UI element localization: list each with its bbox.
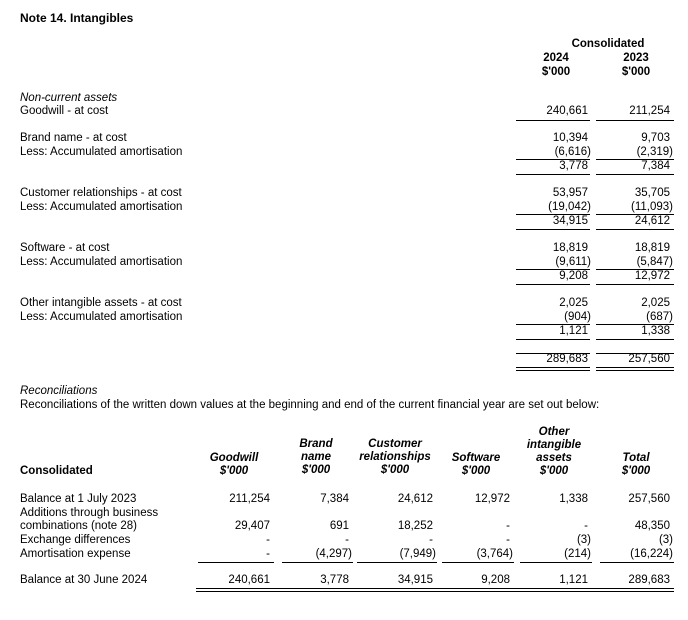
value-2024: 240,661 <box>546 105 588 117</box>
subtotal-2024: 3,778 <box>559 160 588 172</box>
reconciliation-cell: 1,121 <box>559 574 588 586</box>
divider <box>596 120 674 121</box>
reconciliation-cell: (3) <box>658 534 673 546</box>
divider <box>442 562 514 563</box>
row-label: Other intangible assets - at cost <box>20 297 182 309</box>
reconciliation-cell: 12,972 <box>474 493 510 505</box>
reconciliation-cell: 3,778 <box>320 574 349 586</box>
reconciliation-cell: 7,384 <box>320 493 349 505</box>
section-label: Non-current assets <box>20 92 118 104</box>
reconciliation-row-label: combinations (note 28) <box>20 520 137 532</box>
row-label: Brand name - at cost <box>20 132 127 144</box>
column-header-brand-name: Brand name $'000 <box>299 438 333 476</box>
divider <box>600 562 674 563</box>
divider <box>516 284 590 285</box>
reconciliation-cell: - <box>506 534 510 546</box>
value-2024: (9,611) <box>555 256 591 268</box>
divider <box>357 562 437 563</box>
reconciliation-row-label: Additions through business <box>20 507 159 519</box>
row-label: Less: Accumulated amortisation <box>20 146 183 158</box>
subtotal-2024: 1,121 <box>559 325 588 337</box>
year-2023-header: 2023 <box>623 52 649 64</box>
total-2024: 289,683 <box>546 353 588 365</box>
reconciliation-cell: 18,252 <box>397 520 433 532</box>
value-2023: (2,319) <box>636 146 673 158</box>
column-header-total: Total $'000 <box>621 452 651 477</box>
value-2023: (687) <box>646 311 673 323</box>
reconciliation-cell: 9,208 <box>481 574 510 586</box>
reconciliation-cell: (4,297) <box>315 548 352 560</box>
reconciliation-cell: (16,224) <box>630 548 673 560</box>
value-2023: 2,025 <box>641 297 670 309</box>
year-2024-header: 2024 <box>543 52 569 64</box>
subtotal-2024: 34,915 <box>552 215 588 227</box>
value-2023: (5,847) <box>636 256 673 268</box>
reconciliation-row-label: Balance at 30 June 2024 <box>20 574 148 586</box>
row-label: Customer relationships - at cost <box>20 187 182 199</box>
value-2024: 2,025 <box>559 297 588 309</box>
subtotal-2023: 1,338 <box>641 325 670 337</box>
divider <box>196 588 674 589</box>
reconciliation-cell: - <box>584 520 588 532</box>
reconciliation-cell: 211,254 <box>229 493 270 505</box>
reconciliation-cell: - <box>506 520 510 532</box>
value-2023: 211,254 <box>629 105 670 117</box>
reconciliation-cell: 289,683 <box>628 574 670 586</box>
divider <box>516 229 590 230</box>
divider <box>196 591 674 592</box>
divider <box>516 174 590 175</box>
row-label: Less: Accumulated amortisation <box>20 256 183 268</box>
divider <box>516 370 590 371</box>
unit-2024-header: $'000 <box>541 66 571 78</box>
value-2024: (6,616) <box>554 146 591 158</box>
reconciliation-row-label: Balance at 1 July 2023 <box>20 493 137 505</box>
divider <box>520 562 592 563</box>
reconciliation-row-label: Amortisation expense <box>20 548 131 560</box>
divider <box>516 367 590 368</box>
reconciliation-table-label: Consolidated <box>20 465 93 477</box>
reconciliation-cell: - <box>429 534 433 546</box>
reconciliation-cell: - <box>345 534 349 546</box>
divider <box>596 339 674 340</box>
value-2024: (904) <box>564 311 591 323</box>
reconciliation-cell: (214) <box>564 548 591 560</box>
reconciliation-row-label: Exchange differences <box>20 534 131 546</box>
reconciliation-cell: 1,338 <box>559 493 588 505</box>
value-2023: 9,703 <box>641 132 670 144</box>
divider <box>596 229 674 230</box>
divider <box>596 370 674 371</box>
reconciliation-cell: 24,612 <box>397 493 433 505</box>
reconciliation-cell: (3,764) <box>476 548 513 560</box>
row-label: Less: Accumulated amortisation <box>20 311 183 323</box>
reconciliations-title: Reconciliations <box>20 385 98 397</box>
value-2024: 53,957 <box>552 187 588 199</box>
value-2023: 18,819 <box>634 242 670 254</box>
divider <box>516 339 590 340</box>
divider <box>596 174 674 175</box>
row-label: Goodwill - at cost <box>20 105 109 117</box>
reconciliations-description: Reconciliations of the written down values at the beginning and end of the current financial year are set out below: <box>20 399 600 411</box>
column-header-software: Software $'000 <box>451 452 501 477</box>
reconciliation-cell: 691 <box>329 520 349 532</box>
subtotal-2023: 24,612 <box>634 215 670 227</box>
subtotal-2023: 7,384 <box>641 160 670 172</box>
reconciliation-cell: - <box>266 534 270 546</box>
divider <box>198 562 274 563</box>
divider <box>516 120 590 121</box>
reconciliation-cell: 29,407 <box>234 520 270 532</box>
subtotal-2023: 12,972 <box>634 270 670 282</box>
divider <box>596 284 674 285</box>
column-header-other-intangible-assets: Other intangible assets $'000 <box>526 426 582 477</box>
reconciliation-cell: - <box>266 548 270 560</box>
total-2023: 257,560 <box>628 353 670 365</box>
divider <box>282 562 353 563</box>
page-title: Note 14. Intangibles <box>20 11 134 25</box>
column-header-goodwill: Goodwill $'000 <box>209 452 259 477</box>
value-2024: 10,394 <box>552 132 588 144</box>
reconciliation-cell: 48,350 <box>634 520 670 532</box>
value-2024: 18,819 <box>552 242 588 254</box>
value-2023: 35,705 <box>634 187 670 199</box>
reconciliation-cell: (3) <box>576 534 591 546</box>
subtotal-2024: 9,208 <box>559 270 588 282</box>
unit-2023-header: $'000 <box>621 66 651 78</box>
row-label: Less: Accumulated amortisation <box>20 201 183 213</box>
value-2024: (19,042) <box>548 201 591 213</box>
row-label: Software - at cost <box>20 242 110 254</box>
reconciliation-cell: 240,661 <box>228 574 270 586</box>
reconciliation-cell: 34,915 <box>397 574 433 586</box>
divider <box>596 367 674 368</box>
consolidated-header: Consolidated <box>571 38 645 50</box>
reconciliation-cell: 257,560 <box>628 493 670 505</box>
reconciliation-cell: (7,949) <box>399 548 436 560</box>
column-header-customer-relationships: Customer relationships $'000 <box>359 438 431 476</box>
value-2023: (11,093) <box>631 201 673 213</box>
